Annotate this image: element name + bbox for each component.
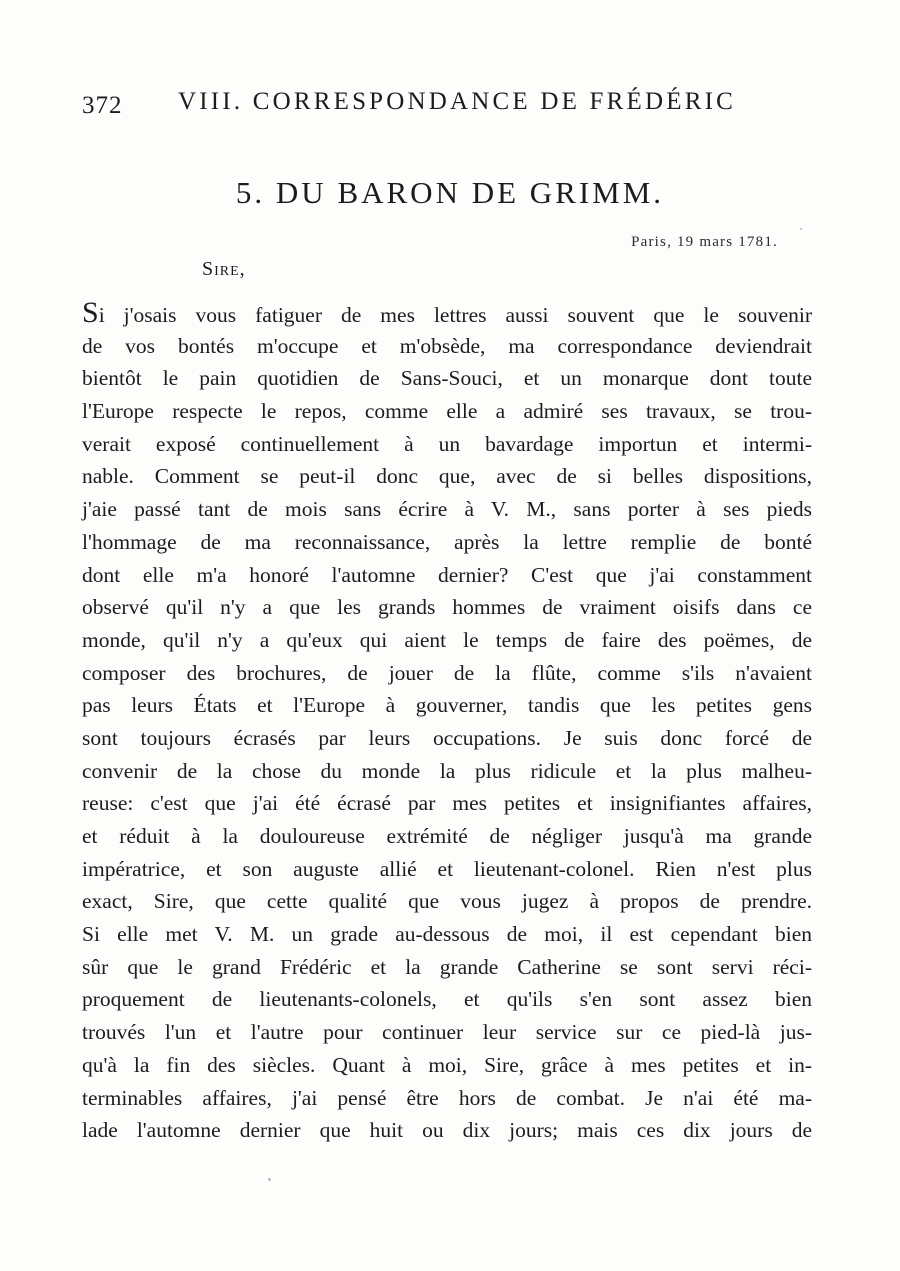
body-line: observé qu'il n'y a que les grands hommes de vraiment oisifs dans ce: [82, 595, 812, 620]
body-line: et réduit à la douloureuse extrémité de négliger jusqu'à ma grande: [82, 824, 812, 848]
running-head-title: VIII. CORRESPONDANCE DE FRÉDÉRIC: [178, 88, 736, 115]
body-line: sûr que le grand Frédéric et la grande Catherine se sont servi réci-: [82, 954, 812, 979]
dateline: Paris, 19 mars 1781.: [631, 234, 778, 250]
salutation: Sire,: [202, 258, 246, 280]
body-line: de vos bontés m'occupe et m'obsède, ma correspondance deviendrait: [82, 333, 812, 358]
body-line: composer des brochures, de jouer de la flûte, comme s'ils n'avaient: [82, 660, 812, 685]
paper-speck: [268, 1178, 271, 1181]
body-line: bientôt le pain quotidien de Sans-Souci, et un monarque dont toute: [82, 366, 812, 391]
body-line: monde, qu'il n'y a qu'eux qui aient le temps de faire des poëmes, de: [82, 627, 812, 652]
body-line: dont elle m'a honoré l'automne dernier? C'est que j'ai constamment: [82, 562, 812, 587]
body-line: pas leurs États et l'Europe à gouverner, tandis que les petites gens: [82, 693, 812, 718]
body-line: qu'à la fin des siècles. Quant à moi, Sire, grâce à mes petites et in-: [82, 1052, 812, 1077]
body-line: sont toujours écrasés par leurs occupations. Je suis donc forcé de: [82, 725, 812, 750]
body-line: nable. Comment se peut-il donc que, avec de si belles dispositions,: [82, 464, 812, 489]
body-line: l'Europe respecte le repos, comme elle a admiré ses travaux, se trou-: [82, 399, 812, 424]
body-line: impératrice, et son auguste allié et lieutenant-colonel. Rien n'est plus: [82, 856, 812, 881]
body-line: reuse: c'est que j'ai été écrasé par mes petites et insignifiantes affaires,: [82, 791, 812, 816]
body-line: verait exposé continuellement à un bavardage importun et intermi-: [82, 431, 812, 456]
letter-body: [82, 297, 812, 1147]
body-line: l'hommage de ma reconnaissance, après la lettre remplie de bonté: [82, 529, 812, 554]
body-line: trouvés l'un et l'autre pour continuer leur service sur ce pied-là jus-: [82, 1020, 812, 1045]
paper-speck: [800, 228, 802, 230]
running-head: [82, 88, 736, 122]
body-line: terminables affaires, j'ai pensé être hors de combat. Je n'ai été ma-: [82, 1085, 812, 1110]
body-line: j'aie passé tant de mois sans écrire à V. M., sans porter à ses pieds: [82, 497, 812, 522]
body-line: exact, Sire, que cette qualité que vous jugez à propos de prendre.: [82, 889, 812, 914]
body-line: Si j'osais vous fatiguer de mes lettres aussi souvent que le souvenir: [82, 296, 812, 329]
section-title: 5. DU BARON DE GRIMM.: [235, 175, 665, 210]
body-line: Si elle met V. M. un grade au-dessous de moi, il est cependant bien: [82, 922, 812, 947]
page-number: 372: [82, 92, 123, 119]
body-line: lade l'automne dernier que huit ou dix jours; mais ces dix jours de: [82, 1118, 812, 1143]
body-line: proquement de lieutenants-colonels, et qu'ils s'en sont assez bien: [82, 987, 812, 1012]
body-line: convenir de la chose du monde la plus ridicule et la plus malheu-: [82, 758, 812, 783]
